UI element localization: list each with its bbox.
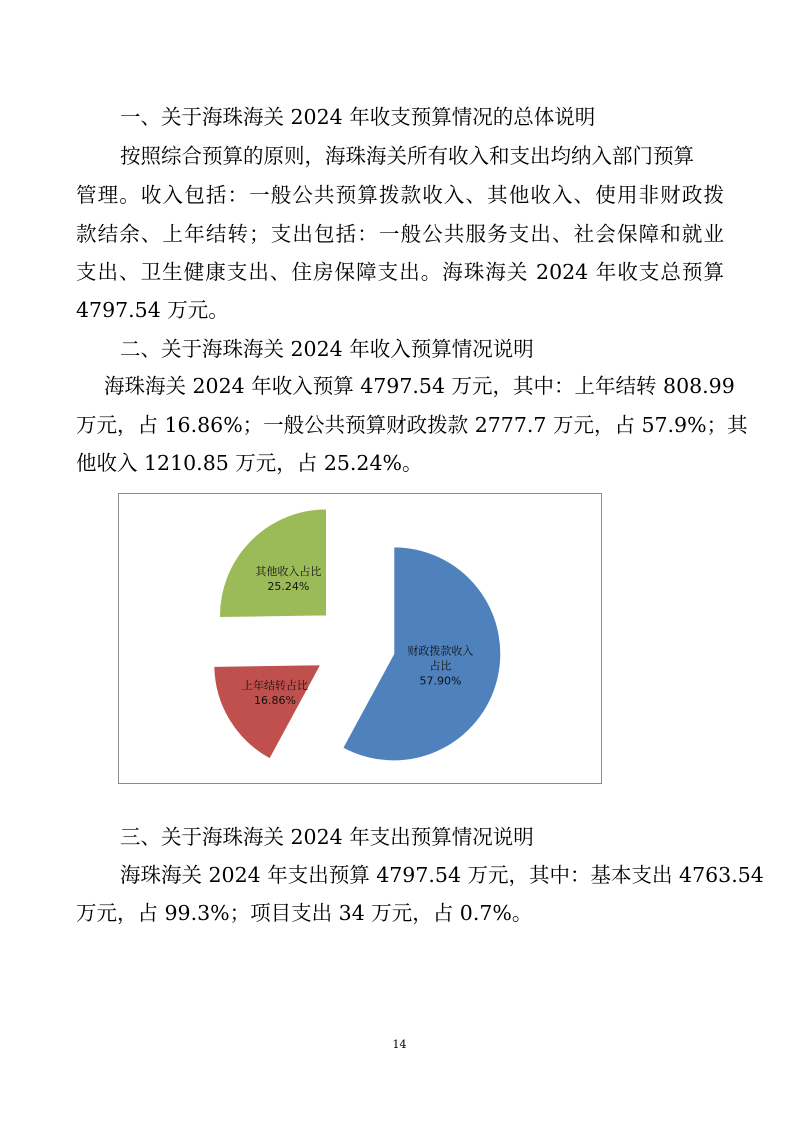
pie-category-label-0: 占比 — [429, 659, 452, 673]
pie-chart-svg — [119, 494, 603, 785]
section-2-line-3: 他收入 1210.85 万元，占 25.24%。 — [76, 451, 423, 475]
pie-slice-2 — [220, 509, 327, 618]
section-3-heading: 三、关于海珠海关 2024 年支出预算情况说明 — [120, 825, 534, 849]
section-1-line-4: 支出、卫生健康支出、住房保障支出。海珠海关 2024 年收支总预算 — [76, 260, 724, 284]
pie-value-label-1: 16.86% — [254, 693, 297, 707]
page-number: 14 — [392, 1038, 407, 1051]
section-1-line-3: 款结余、上年结转；支出包括：一般公共服务支出、社会保障和就业 — [76, 222, 724, 246]
section-1-heading: 一、关于海珠海关 2024 年收支预算情况的总体说明 — [120, 105, 596, 129]
section-1-line-2: 管理。收入包括：一般公共预算拨款收入、其他收入、使用非财政拨 — [76, 183, 724, 207]
pie-category-label-0: 财政拨款收入 — [407, 644, 474, 658]
income-pie-chart — [118, 493, 602, 784]
section-1-line-5: 4797.54 万元。 — [76, 298, 229, 322]
pie-value-label-0: 57.90% — [419, 674, 462, 688]
section-3-line-2: 万元，占 99.3%；项目支出 34 万元，占 0.7%。 — [76, 901, 533, 925]
pie-category-label-2: 其他收入占比 — [255, 564, 322, 578]
section-2-line-1: 海珠海关 2024 年收入预算 4797.54 万元，其中：上年结转 808.99 — [104, 374, 735, 398]
section-2-line-2: 万元，占 16.86%；一般公共预算财政拨款 2777.7 万元，占 57.9%；其 — [76, 413, 748, 437]
section-3-line-1: 海珠海关 2024 年支出预算 4797.54 万元，其中：基本支出 4763.54 — [120, 863, 764, 887]
section-1-line-1: 按照综合预算的原则，海珠海关所有收入和支出均纳入部门预算 — [120, 144, 694, 168]
pie-value-label-2: 25.24% — [267, 579, 310, 593]
pie-category-label-1: 上年结转占比 — [242, 678, 309, 692]
section-2-heading: 二、关于海珠海关 2024 年收入预算情况说明 — [120, 337, 534, 361]
